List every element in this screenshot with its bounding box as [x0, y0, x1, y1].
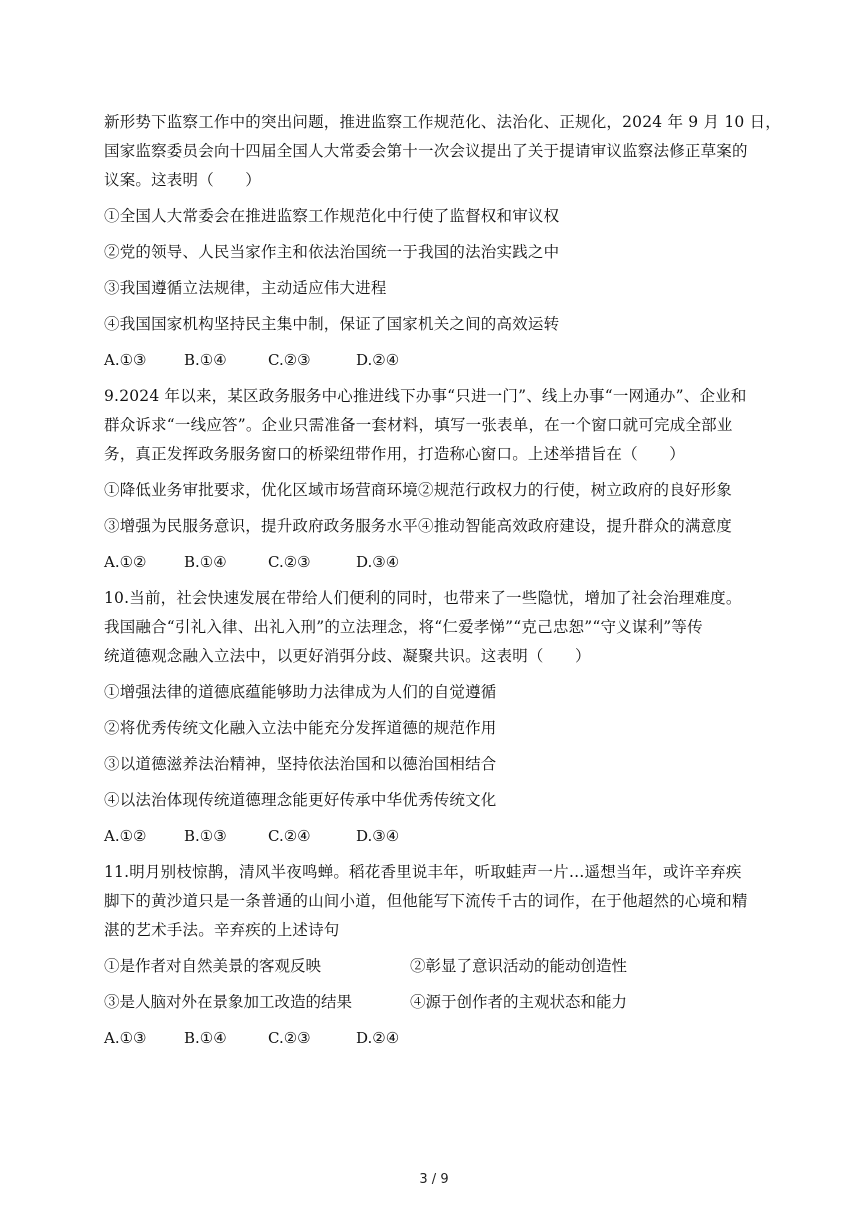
- question-11-stem-line-1: 11.明月别枝惊鹊，清风半夜鸣蝉。稻花香里说丰年，听取蛙声一片…遥想当年，或许辛弃疾: [104, 863, 742, 881]
- question-8-option-b: B.①④: [184, 351, 227, 369]
- question-9-option-d: D.③④: [356, 553, 400, 571]
- question-9-option-b: B.①④: [184, 553, 227, 571]
- question-11-stem-line-2: 脚下的黄沙道只是一条普通的山间小道，但他能写下流传千古的词作，在于他超然的心境和精: [104, 892, 748, 910]
- question-11-statement-row-2: [104, 988, 776, 1017]
- question-8: [104, 108, 781, 375]
- question-8-stem-line-1: 新形势下监察工作中的突出问题，推进监察工作规范化、法治化、正规化，2024 年 9 月 10 日，: [104, 113, 781, 131]
- question-8-stem-line-3: 议案。这表明（ ）: [104, 171, 262, 189]
- question-10-stem-line-1: 10.当前，社会快速发展在带给人们便利的同时，也带来了一些隐忧，增加了社会治理难度。: [104, 589, 742, 607]
- question-10-option-c: C.②④: [268, 827, 311, 845]
- question-10-stem-line-3: 统道德观念融入立法中，以更好消弭分歧、凝聚共识。这表明（ ）: [104, 647, 591, 665]
- page-number: 3 / 9: [419, 1172, 449, 1187]
- question-10: [104, 584, 776, 851]
- question-9: [104, 382, 776, 577]
- question-8-statement-2: ②党的领导、人民当家作主和依法治国统一于我国的法治实践之中: [104, 243, 560, 261]
- question-10-option-b: B.①③: [184, 827, 227, 845]
- question-8-option-c: C.②③: [268, 351, 311, 369]
- question-11-statement-1: ①是作者对自然美景的客观反映: [104, 957, 322, 975]
- question-9-statement-line-2: ③增强为民服务意识，提升政府政务服务水平④推动智能高效政府建设，提升群众的满意度: [104, 517, 733, 535]
- question-8-option-d: D.②④: [356, 351, 400, 369]
- question-8-option-a: A.①③: [104, 351, 147, 369]
- question-10-stem-line-2: 我国融合“引礼入律、出礼入刑”的立法理念，将“仁爱孝悌”“克己忠恕”“守义谋利”等传: [104, 618, 703, 636]
- question-8-stem-line-2: 国家监察委员会向十四届全国人大常委会第十一次会议提出了关于提请审议监察法修正草案的: [104, 142, 748, 160]
- question-11-option-b: B.①④: [184, 1029, 227, 1047]
- question-11-option-d: D.②④: [356, 1029, 400, 1047]
- question-10-statement-1: ①增强法律的道德底蕴能够助力法律成为人们的自觉遵循: [104, 683, 497, 701]
- question-9-stem-line-3: 务，真正发挥政务服务窗口的桥梁纽带作用，打造称心窗口。上述举措旨在（ ）: [104, 445, 685, 463]
- question-10-options: [104, 822, 776, 851]
- question-8-options: [104, 346, 776, 375]
- question-9-stem-line-2: 群众诉求“一线应答”。企业只需准备一套材料，填写一张表单，在一个窗口就可完成全部业: [104, 416, 733, 434]
- question-9-stem-line-1: 9.2024 年以来，某区政务服务中心推进线下办事“只进一门”、线上办事“一网通办”、企业和: [104, 387, 747, 405]
- question-10-statement-3: ③以道德滋养法治精神，坚持依法治国和以德治国相结合: [104, 755, 497, 773]
- question-11-option-c: C.②③: [268, 1029, 311, 1047]
- question-10-statement-2: ②将优秀传统文化融入立法中能充分发挥道德的规范作用: [104, 719, 497, 737]
- question-8-statement-3: ③我国遵循立法规律，主动适应伟大进程: [104, 279, 387, 297]
- question-10-option-a: A.①②: [104, 827, 147, 845]
- question-9-option-c: C.②③: [268, 553, 311, 571]
- question-9-option-a: A.①②: [104, 553, 147, 571]
- question-11-options: [104, 1024, 776, 1053]
- question-11-option-a: A.①③: [104, 1029, 147, 1047]
- question-11-stem-line-3: 湛的艺术手法。辛弃疾的上述诗句: [104, 921, 340, 939]
- question-9-options: [104, 548, 776, 577]
- question-11-statement-2: ②彰显了意识活动的能动创造性: [410, 957, 628, 975]
- question-11-statement-4: ④源于创作者的主观状态和能力: [410, 993, 628, 1011]
- question-10-statement-4: ④以法治体现传统道德理念能更好传承中华优秀传统文化: [104, 791, 497, 809]
- question-11: [104, 858, 776, 1053]
- question-11-statement-row-1: [104, 952, 776, 981]
- question-9-statement-line-1: ①降低业务审批要求，优化区域市场营商环境②规范行政权力的行使，树立政府的良好形象: [104, 481, 733, 499]
- page-content: [104, 108, 781, 1060]
- question-8-statement-4: ④我国国家机构坚持民主集中制，保证了国家机关之间的高效运转: [104, 315, 560, 333]
- question-11-statement-3: ③是人脑对外在景象加工改造的结果: [104, 993, 353, 1011]
- question-10-option-d: D.③④: [356, 827, 400, 845]
- question-8-statement-1: ①全国人大常委会在推进监察工作规范化中行使了监督权和审议权: [104, 207, 560, 225]
